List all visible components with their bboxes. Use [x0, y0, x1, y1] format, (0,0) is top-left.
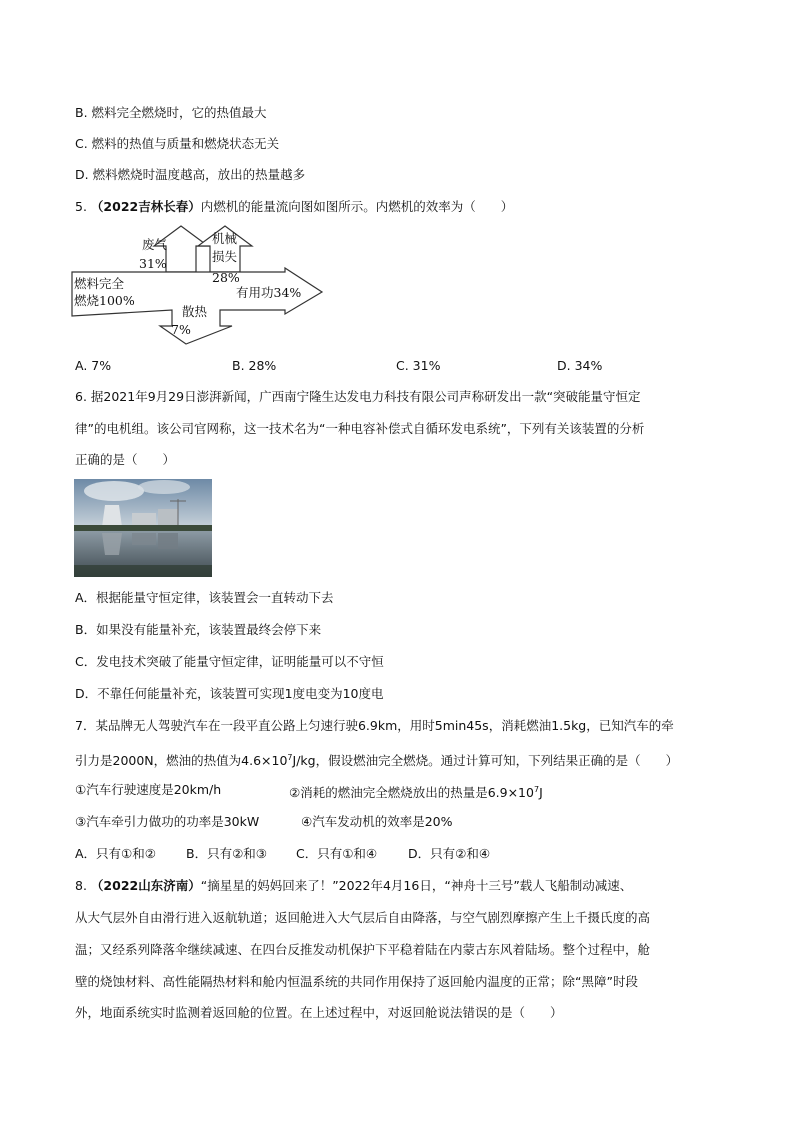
q6-line-2: 律”的电机组。该公司官网称，这一技术名为“一种电容补偿式自循环发电系统”，下列有关该装置的分析	[75, 421, 645, 436]
exhaust-label: 废气	[142, 237, 168, 252]
mechanical-label-1: 机械	[212, 231, 238, 246]
q4-option-b: B. 燃料完全燃烧时，它的热值最大	[75, 105, 267, 120]
q7-line-2	[75, 749, 678, 770]
q7-option-a: A．只有①和②	[75, 846, 156, 861]
input-label-2: 燃烧100%	[74, 293, 135, 308]
useful-work-label: 有用功34%	[236, 285, 302, 300]
heat-value: 7%	[171, 322, 191, 337]
q5-stem	[75, 198, 513, 216]
q7-line-1: 7．某品牌无人驾驶汽车在一段平直公路上匀速行驶6.9km，用时5min45s，消耗燃油1.5kg，已知汽车的牵	[75, 718, 674, 733]
q6-option-b: B．如果没有能量补充，该装置最终会停下来	[75, 622, 322, 637]
q5-number: 5.	[75, 199, 87, 214]
q7-statement-3: ③汽车牵引力做功的功率是30kW	[75, 814, 260, 829]
q7-line-2-exponent: 7	[287, 753, 293, 762]
q8-line-4: 壁的烧蚀材料、高性能隔热材料和舱内恒温系统的共同作用保持了返回舱内温度的正常；除“黑障”时段	[75, 974, 638, 989]
heat-label: 散热	[182, 304, 208, 319]
q8-line-5: 外，地面系统实时监测着返回舱的位置。在上述过程中，对返回舱说法错误的是（ ）	[75, 1005, 563, 1020]
energy-flow-diagram	[70, 222, 332, 348]
power-plant-photo	[74, 479, 212, 577]
q5-stem-text: 内燃机的能量流向图如图所示。内燃机的效率为（ ）	[200, 199, 514, 214]
q7-option-b: B．只有②和③	[186, 846, 267, 861]
q6-line-1: 6. 据2021年9月29日澎湃新闻，广西南宁隆生达发电力科技有限公司声称研发出一款“突破能量守恒定	[75, 389, 641, 404]
q7-statement-1: ①汽车行驶速度是20km/h	[75, 782, 222, 797]
q8-source: （2022山东济南）	[90, 878, 201, 893]
q6-line-3: 正确的是（ ）	[75, 452, 176, 467]
q4-option-d: D. 燃料燃烧时温度越高，放出的热量越多	[75, 167, 306, 182]
q8-line-3: 温；又经系列降落伞继续减速、在四台反推发动机保护下平稳着陆在内蒙古东风着陆场。整个过程中，舱	[75, 942, 651, 957]
q7-line-2b: J/kg，假设燃油完全燃烧。通过计算可知，下列结果正确的是（ ）	[292, 753, 679, 768]
exhaust-value: 31%	[139, 256, 167, 271]
mechanical-label-2: 损失	[212, 249, 238, 264]
q6-option-d: D．不靠任何能量补充，该装置可实现1度电变为10度电	[75, 686, 384, 701]
q7-option-c: C．只有①和④	[296, 846, 378, 861]
q8-line-1	[75, 877, 632, 895]
q7-statement-2-exponent: 7	[533, 785, 540, 794]
q5-option-d: D. 34%	[557, 358, 603, 373]
q5-option-c: C. 31%	[396, 358, 441, 373]
mechanical-value: 28%	[212, 270, 240, 285]
q5-option-a: A. 7%	[75, 358, 112, 373]
q5-option-b: B. 28%	[232, 358, 277, 373]
q4-option-c: C. 燃料的热值与质量和燃烧状态无关	[75, 136, 280, 151]
q6-option-a: A．根据能量守恒定律，该装置会一直转动下去	[75, 590, 334, 605]
input-label-1: 燃料完全	[74, 276, 125, 291]
q8-line-1-text: “摘星星的妈妈回来了！”2022年4月16日，“神舟十三号”载人飞船制动减速、	[200, 878, 633, 893]
q7-line-2a: 引力是2000N，燃油的热值为4.6×10	[75, 753, 288, 768]
q7-option-d: D．只有②和④	[408, 846, 491, 861]
q5-source: （2022吉林长春）	[90, 199, 201, 214]
q7-statement-2	[289, 781, 543, 802]
q8-line-2: 从大气层外自由滑行进入返航轨道；返回舱进入大气层后自由降落，与空气剧烈摩擦产生上千摄氏度的高	[75, 910, 651, 925]
q7-statement-2a: ②消耗的燃油完全燃烧放出的热量是6.9×10	[289, 785, 534, 800]
q8-number: 8.	[75, 878, 87, 893]
q6-option-c: C．发电技术突破了能量守恒定律，证明能量可以不守恒	[75, 654, 384, 669]
q7-statement-4: ④汽车发动机的效率是20%	[301, 814, 453, 829]
q7-statement-2b: J	[539, 785, 543, 800]
